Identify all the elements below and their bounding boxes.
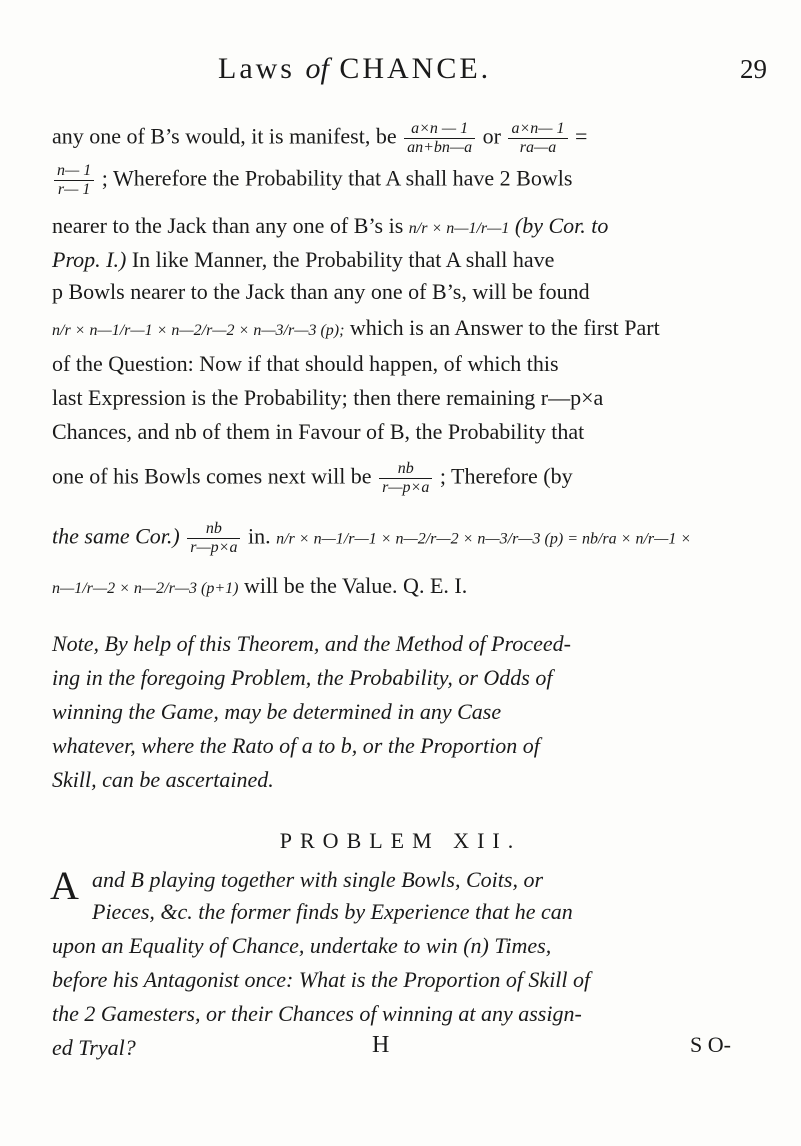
note-text: Skill, can be ascertained. <box>52 767 274 792</box>
note-line-1 <box>52 630 752 658</box>
body-line-4 <box>52 246 752 274</box>
body-text: p Bowls nearer to the Jack than any one of B’s, will be found <box>52 279 590 304</box>
body-line-10 <box>52 460 752 497</box>
math-expression: n/r × n—1/r—1 <box>408 220 510 237</box>
body-text: last Expression is the Probability; then there remaining r—p×a <box>52 385 604 410</box>
body-text: any one of B’s would, it is manifest, be <box>52 123 397 149</box>
body-line-9 <box>52 418 752 446</box>
body-line-11 <box>52 520 752 557</box>
body-text: = <box>575 123 588 149</box>
fraction <box>187 520 240 557</box>
running-head <box>218 52 491 86</box>
body-text: will be the Value. Q. E. I. <box>244 573 468 598</box>
reference: Prop. I.) <box>52 247 127 272</box>
fraction-numerator: nb <box>379 460 432 479</box>
running-head-of: of <box>305 52 329 85</box>
running-head-post: CHANCE. <box>328 52 492 85</box>
body-text: In like Manner, the Probability that A shall have <box>131 247 555 272</box>
note-line-3 <box>52 698 752 726</box>
fraction-numerator: nb <box>187 520 240 539</box>
fraction <box>54 162 94 199</box>
fraction-numerator: n— 1 <box>54 162 94 181</box>
fraction-denominator: ra—a <box>519 139 557 156</box>
fraction <box>508 120 567 157</box>
fraction-denominator: r— 1 <box>57 181 91 198</box>
reference: (by Cor. to <box>514 213 609 238</box>
math-expression: n/r × n—1/r—1 × n—2/r—2 × n—3/r—3 (p) = nb/ra × n/r—1 × <box>276 530 692 548</box>
problem-line-5: the 2 Gamesters, or their Chances of winning at any assign- <box>52 1001 582 1026</box>
page-header <box>0 52 801 92</box>
body-line-7 <box>52 350 752 378</box>
note-line-5 <box>52 766 752 794</box>
running-head-pre: Laws <box>218 52 306 85</box>
body-text: ; Wherefore the Probability that A shall have 2 Bowls <box>101 165 573 191</box>
drop-cap: A <box>50 863 79 908</box>
body-line-6 <box>52 314 752 345</box>
problem-line-4: before his Antagonist once: What is the Proportion of Skill of <box>52 967 591 992</box>
fraction-denominator: r—p×a <box>190 539 238 556</box>
page-number: 29 <box>740 54 767 84</box>
body-text: or <box>482 123 501 149</box>
note-text: Note, By help of this Theorem, and the Method of Proceed- <box>52 631 571 656</box>
problem-line-1: and B playing together with single Bowls, Coits, or <box>92 867 543 892</box>
note-line-4 <box>52 732 752 760</box>
problem-line-6: ed Tryal? <box>52 1035 136 1060</box>
note-text: ing in the foregoing Problem, the Probability, or Odds of <box>52 665 553 690</box>
note-line-2 <box>52 664 752 692</box>
body-text: Chances, and nb of them in Favour of B, the Probability that <box>52 419 585 444</box>
body-line-2 <box>52 162 752 199</box>
body-text: in. <box>247 523 271 549</box>
body-text: nearer to the Jack than any one of B’s is <box>52 213 404 238</box>
problem-title: PROBLEM XII. <box>279 828 522 853</box>
reference: the same Cor.) <box>52 523 180 549</box>
problem-line-3: upon an Equality of Chance, undertake to win (n) Times, <box>52 933 552 958</box>
fraction-denominator: r—p×a <box>382 479 430 496</box>
body-text: one of his Bowls comes next will be <box>52 463 372 489</box>
body-line-12 <box>52 572 752 603</box>
fraction-numerator: a×n— 1 <box>508 120 567 139</box>
body-line-8 <box>52 384 752 412</box>
math-expression: n/r × n—1/r—1 × n—2/r—2 × n—3/r—3 (p); <box>52 322 345 339</box>
note-text: winning the Game, may be determined in any Case <box>52 699 502 724</box>
catchword: S O- <box>690 1032 731 1057</box>
problem-line-2: Pieces, &c. the former finds by Experience that he can <box>92 899 573 924</box>
body-text: ; Therefore (by <box>439 463 573 489</box>
note-text: whatever, where the Rato of a to b, or the Proportion of <box>52 733 540 758</box>
fraction <box>404 120 475 157</box>
math-expression: n—1/r—2 × n—2/r—3 (p+1) <box>52 580 239 597</box>
body-text: which is an Answer to the first Part <box>349 315 660 340</box>
body-line-5 <box>52 278 752 306</box>
body-line-3 <box>52 212 752 243</box>
signature-mark: H <box>372 1032 390 1058</box>
fraction-denominator: an+bn—a <box>407 139 473 156</box>
fraction <box>379 460 432 497</box>
body-line-1 <box>52 120 752 157</box>
body-text: of the Question: Now if that should happen, of which this <box>52 351 559 376</box>
fraction-numerator: a×n — 1 <box>404 120 475 139</box>
